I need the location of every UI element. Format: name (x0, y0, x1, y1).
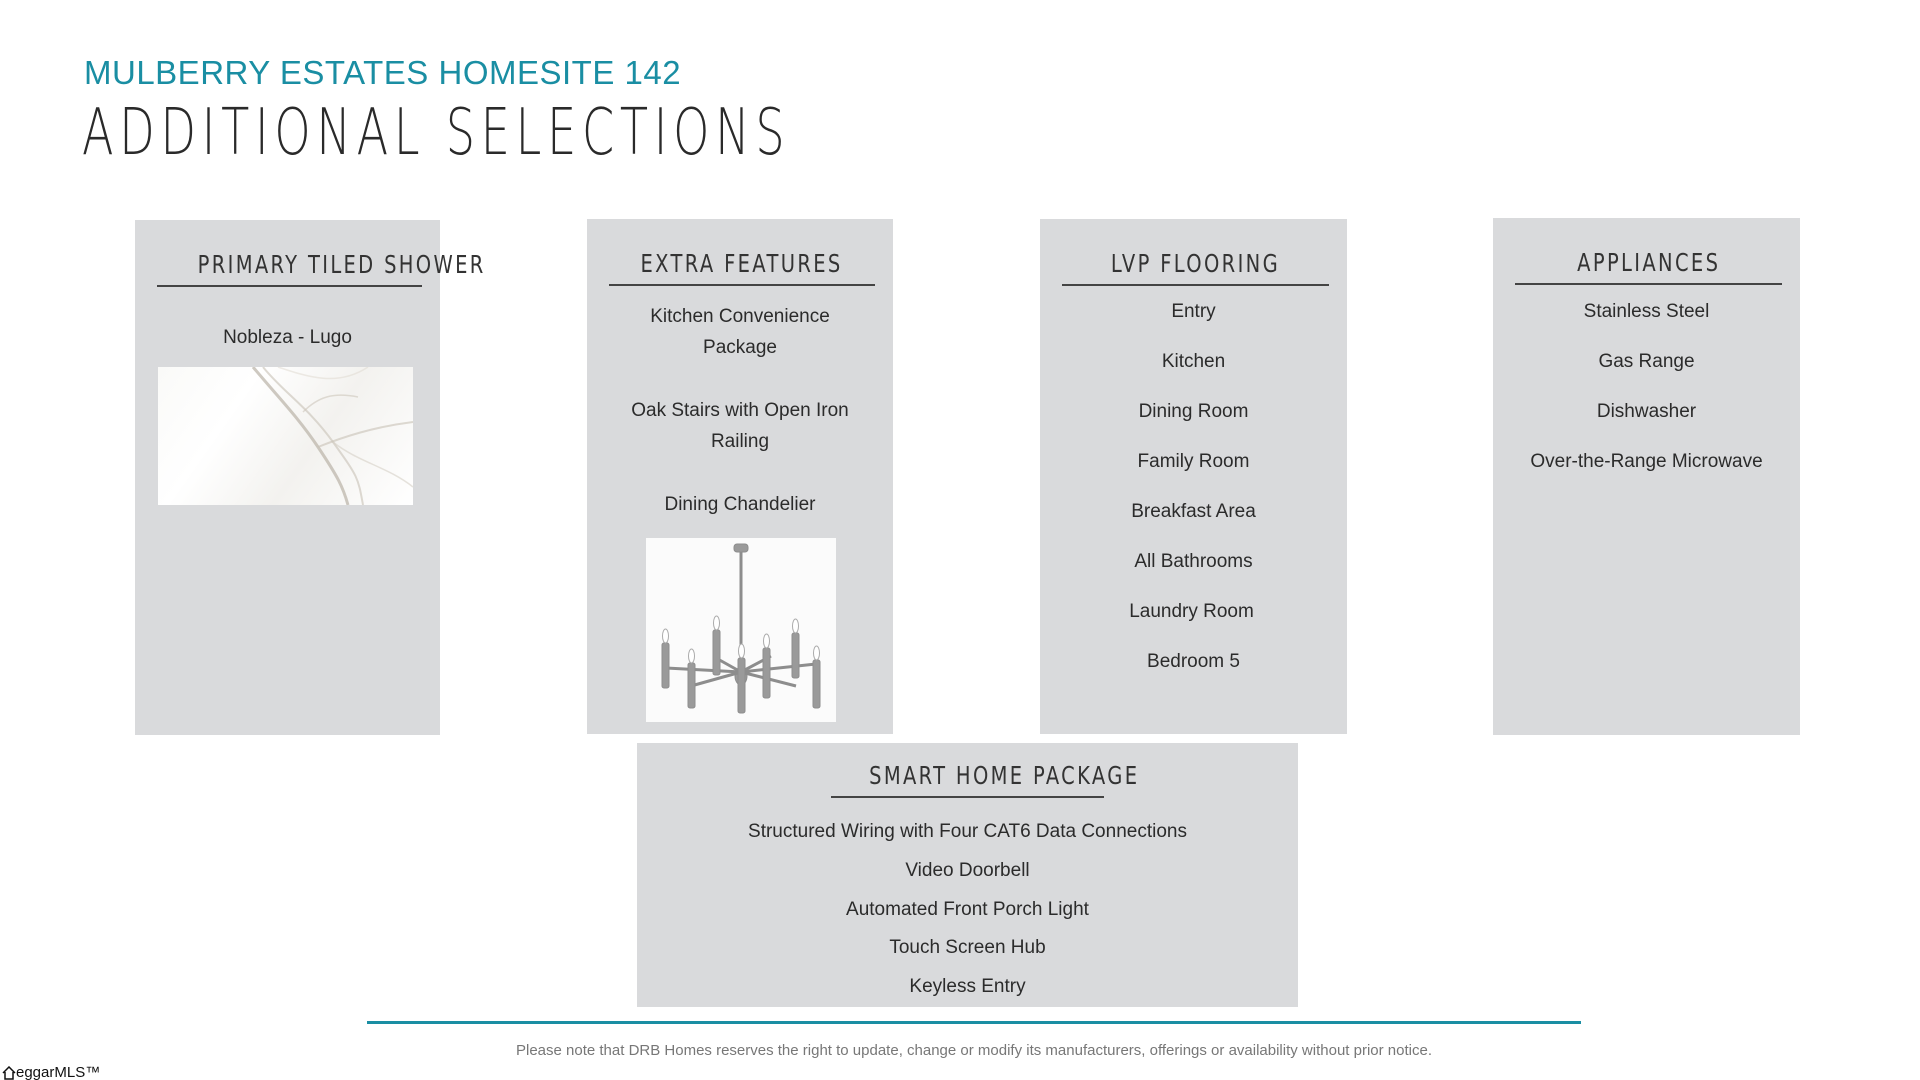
page-title: ADDITIONAL SELECTIONS (82, 96, 791, 170)
page-subtitle: MULBERRY ESTATES HOMESITE 142 (84, 54, 682, 91)
panel-lvp-flooring (1040, 219, 1347, 734)
footer-divider (367, 1021, 1581, 1024)
flooring-item: Laundry Room (1129, 601, 1254, 622)
panel-smart-home-package (637, 743, 1298, 1007)
smart-home-item: Touch Screen Hub (889, 937, 1046, 958)
smart-home-item: Automated Front Porch Light (846, 899, 1089, 920)
panel-heading: PRIMARY TILED SHOWER (157, 250, 422, 287)
panel-primary-tiled-shower (135, 220, 486, 735)
appliance-item: Stainless Steel (1583, 301, 1710, 322)
flooring-item: All Bathrooms (1134, 551, 1253, 572)
smart-home-item: Video Doorbell (905, 860, 1030, 881)
panel-heading: APPLIANCES (1515, 248, 1782, 285)
marble-tile-image (158, 367, 413, 505)
extra-feature-item: Kitchen Convenience Package (650, 306, 830, 358)
panel-heading: LVP FLOORING (1062, 249, 1329, 286)
panel-heading: EXTRA FEATURES (609, 249, 875, 286)
disclaimer-text: Please note that DRB Homes reserves the right to update, change or modify its manufacturers, offerings or availability without prior notice. (515, 1042, 1432, 1059)
panel-appliances (1493, 218, 1800, 735)
appliance-item: Dishwasher (1596, 401, 1697, 422)
house-icon (2, 1066, 16, 1080)
flooring-item: Entry (1171, 301, 1216, 322)
appliance-item: Gas Range (1598, 351, 1695, 372)
flooring-item: Family Room (1137, 451, 1250, 472)
appliance-item: Over-the-Range Microwave (1530, 451, 1763, 472)
shower-tile-name: Nobleza - Lugo (223, 327, 352, 348)
smart-home-item: Keyless Entry (909, 976, 1026, 997)
smart-home-item: Structured Wiring with Four CAT6 Data Connections (748, 821, 1187, 842)
flooring-item: Bedroom 5 (1147, 651, 1240, 672)
extra-feature-item: Dining Chandelier (664, 494, 816, 515)
panel-extra-features (587, 219, 893, 734)
flooring-item: Dining Room (1138, 401, 1249, 422)
flooring-item: Kitchen (1161, 351, 1226, 372)
panel-heading: SMART HOME PACKAGE (831, 761, 1104, 798)
mls-logo-text: eggarMLS™ (16, 1064, 101, 1080)
mls-logo (2, 1064, 100, 1080)
chandelier-image (646, 538, 836, 722)
extra-feature-item: Oak Stairs with Open Iron Railing (631, 400, 849, 452)
flooring-item: Breakfast Area (1131, 501, 1256, 522)
